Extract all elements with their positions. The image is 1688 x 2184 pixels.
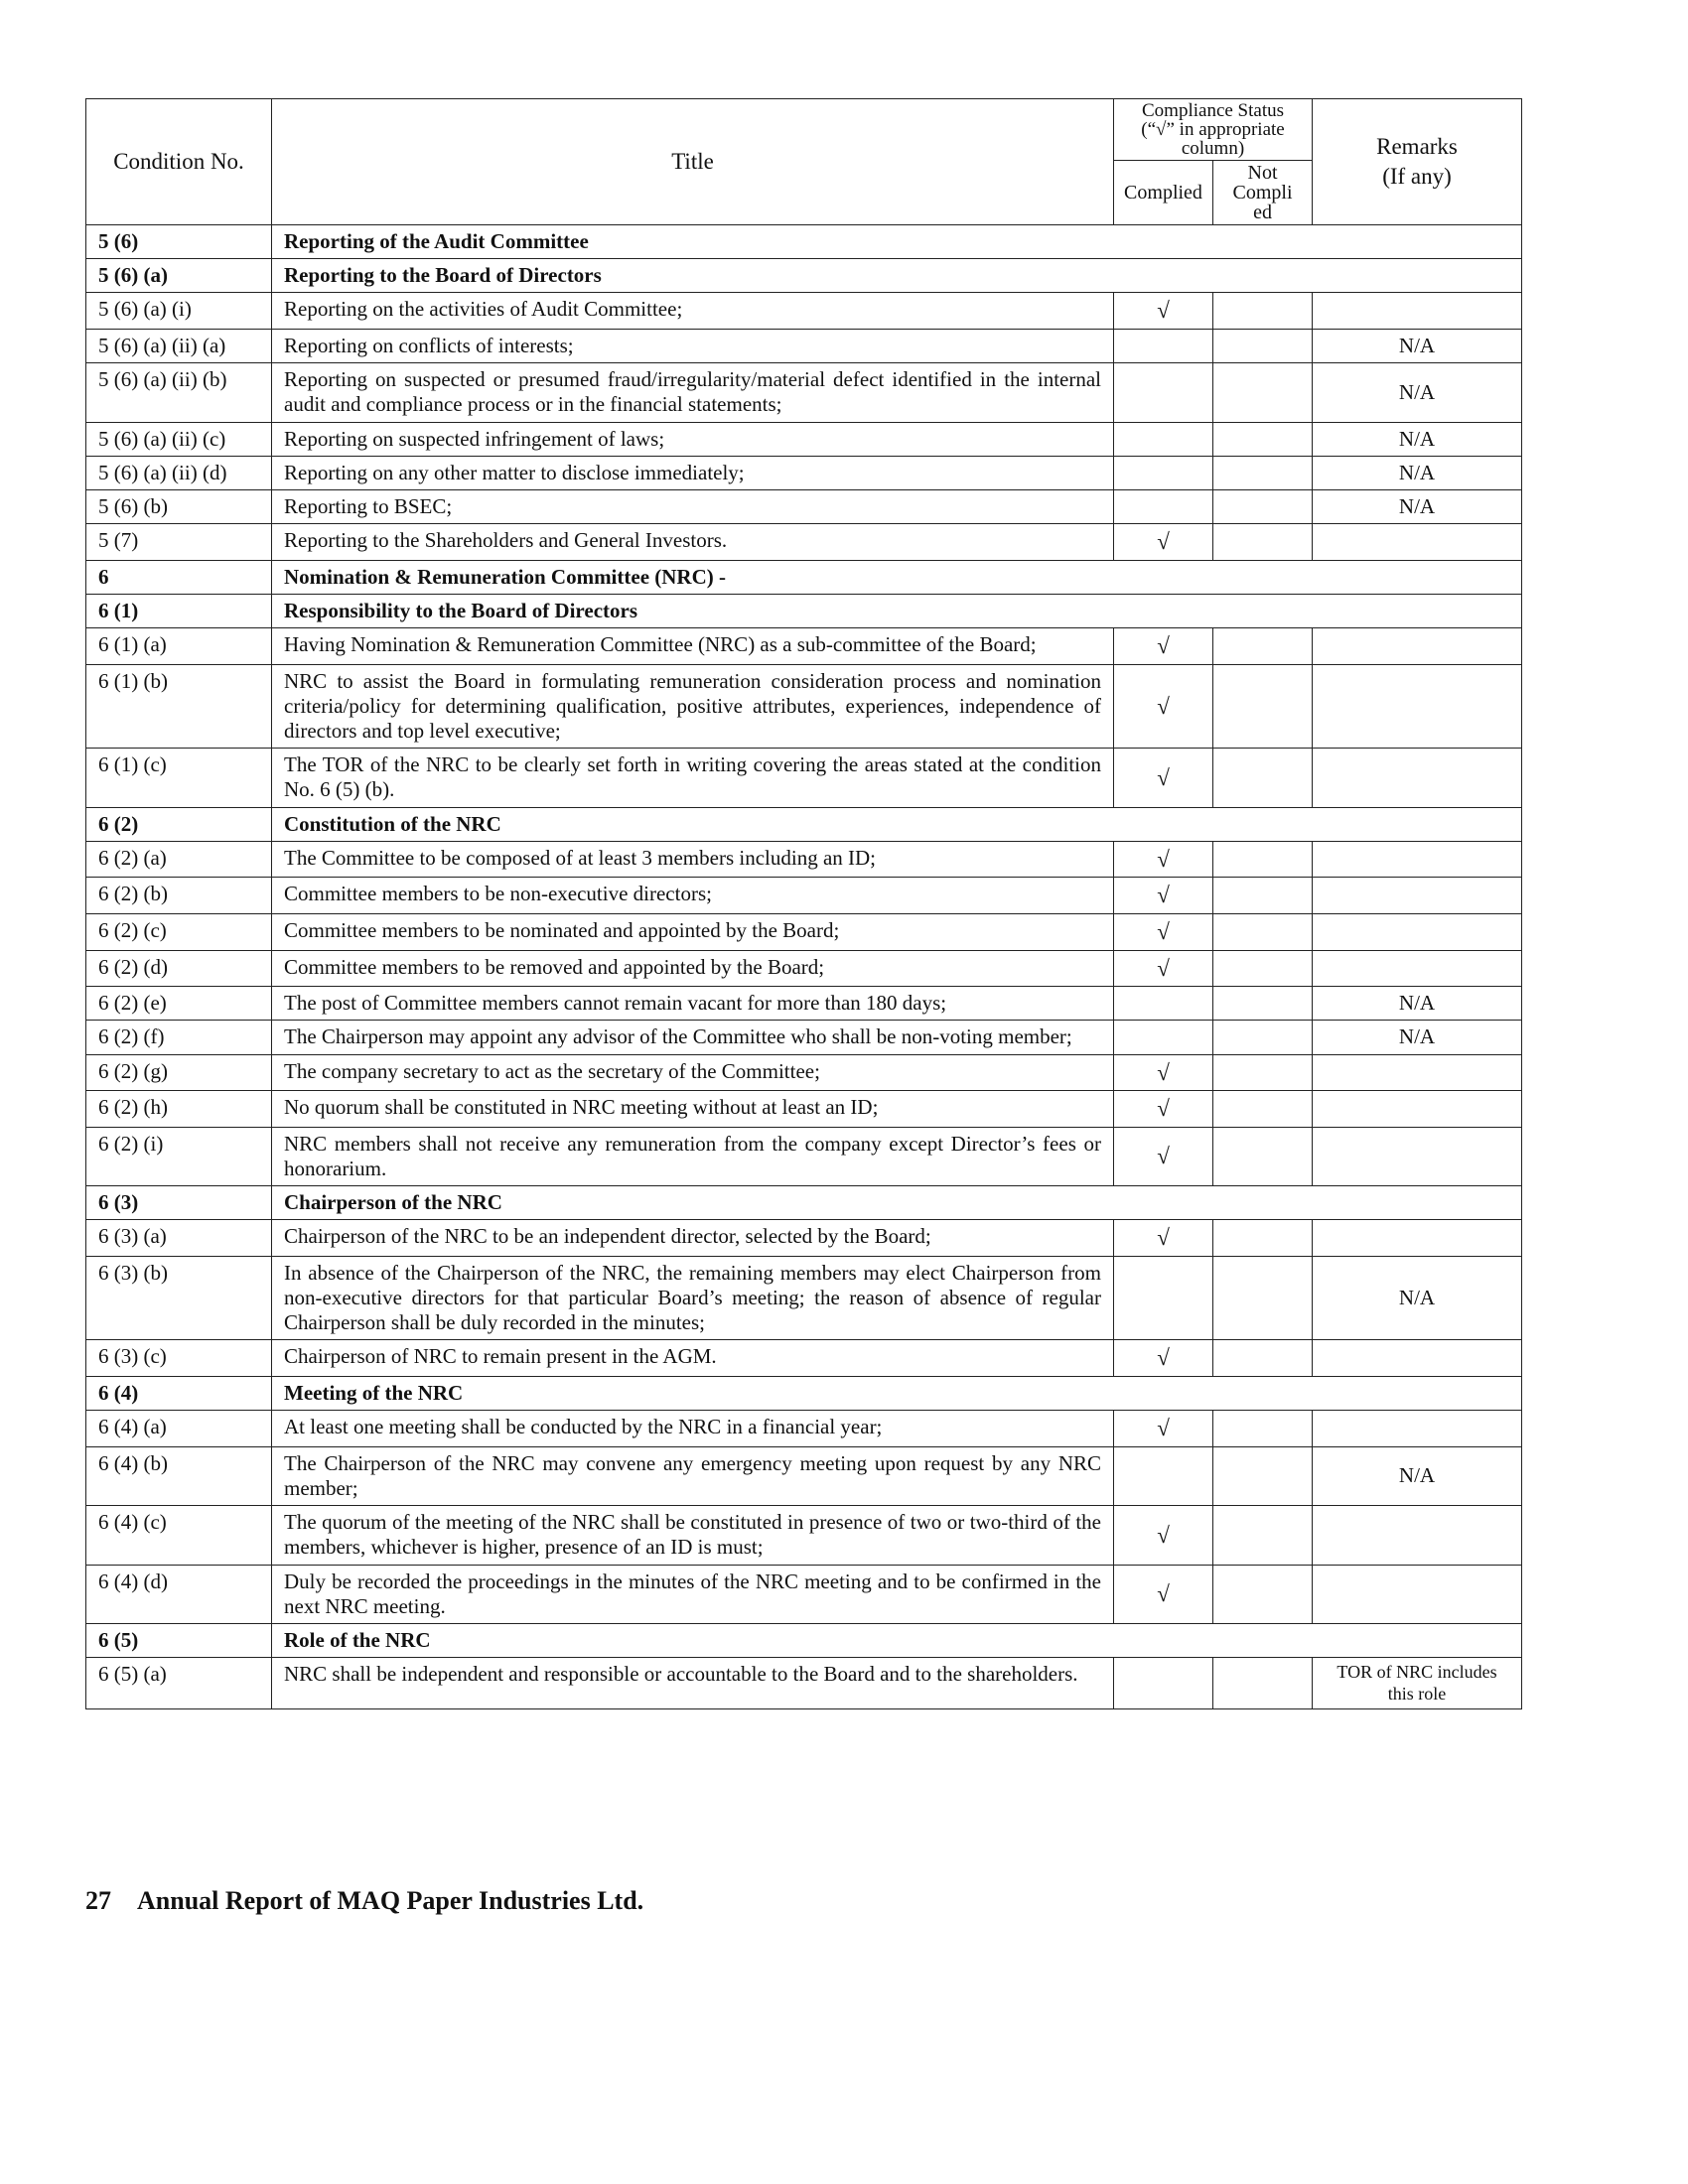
condition-no-cell: 6 <box>86 560 272 594</box>
remarks-cell <box>1313 913 1522 950</box>
header-condition-no: Condition No. <box>86 99 272 225</box>
remarks-cell: N/A <box>1313 1446 1522 1505</box>
section-title-cell: Responsibility to the Board of Directors <box>272 594 1522 627</box>
title-cell: Chairperson of NRC to remain present in the AGM. <box>272 1340 1114 1377</box>
compliance-status-line3: column) <box>1181 138 1245 159</box>
title-cell: Committee members to be non-executive directors; <box>272 878 1114 914</box>
section-title-cell: Role of the NRC <box>272 1623 1522 1657</box>
complied-cell: √ <box>1114 913 1213 950</box>
page-footer <box>85 1886 643 1916</box>
table-body <box>86 225 1522 1709</box>
title-cell: The Committee to be composed of at least 3 members including an ID; <box>272 841 1114 878</box>
remarks-cell: TOR of NRC includes this role <box>1313 1658 1522 1709</box>
not-complied-cell <box>1213 950 1313 987</box>
table-row <box>86 1506 1522 1565</box>
section-row <box>86 807 1522 841</box>
complied-cell <box>1114 489 1213 523</box>
not-complied-cell <box>1213 422 1313 456</box>
not-complied-cell <box>1213 913 1313 950</box>
header-not-complied <box>1213 161 1313 225</box>
title-cell: In absence of the Chairperson of the NRC, the remaining members may elect Chairperson from non-executive directors for that particular Board’s meeting; the reason of absence of regular Chairperson shall be duly recorded in the minutes; <box>272 1256 1114 1340</box>
page-number: 27 <box>85 1886 111 1915</box>
title-cell: The quorum of the meeting of the NRC shall be constituted in presence of two or two-third of the members, whichever is higher, presence of an ID is must; <box>272 1506 1114 1565</box>
not-complied-cell <box>1213 363 1313 422</box>
not-complied-cell <box>1213 489 1313 523</box>
condition-no-cell: 6 (4) (a) <box>86 1411 272 1447</box>
remarks-cell: N/A <box>1313 1256 1522 1340</box>
complied-cell: √ <box>1114 1411 1213 1447</box>
not-complied-cell <box>1213 1220 1313 1257</box>
not-complied-cell <box>1213 1506 1313 1565</box>
remarks-cell <box>1313 1054 1522 1091</box>
title-cell: The post of Committee members cannot remain vacant for more than 180 days; <box>272 987 1114 1021</box>
condition-no-cell: 5 (6) <box>86 225 272 259</box>
remarks-cell <box>1313 950 1522 987</box>
table-row <box>86 1411 1522 1447</box>
condition-no-cell: 6 (2) (i) <box>86 1127 272 1185</box>
table-row <box>86 1220 1522 1257</box>
complied-cell: √ <box>1114 524 1213 561</box>
remarks-cell <box>1313 749 1522 807</box>
not-complied-cell <box>1213 987 1313 1021</box>
section-title-cell: Chairperson of the NRC <box>272 1186 1522 1220</box>
complied-cell <box>1114 1658 1213 1709</box>
not-complied-cell <box>1213 1658 1313 1709</box>
condition-no-cell: 6 (2) (a) <box>86 841 272 878</box>
condition-no-cell: 6 (2) (c) <box>86 913 272 950</box>
remarks-cell <box>1313 1411 1522 1447</box>
condition-no-cell: 6 (4) (b) <box>86 1446 272 1505</box>
not-complied-cell <box>1213 749 1313 807</box>
section-title-cell: Reporting to the Board of Directors <box>272 259 1522 293</box>
title-cell: Having Nomination & Remuneration Committee (NRC) as a sub-committee of the Board; <box>272 628 1114 665</box>
title-cell: The TOR of the NRC to be clearly set forth in writing covering the areas stated at the condition No. 6 (5) (b). <box>272 749 1114 807</box>
table-row <box>86 841 1522 878</box>
table-row <box>86 1021 1522 1054</box>
header-row <box>86 99 1522 161</box>
not-complied-cell <box>1213 456 1313 489</box>
not-complied-cell <box>1213 878 1313 914</box>
not-complied-cell <box>1213 1340 1313 1377</box>
section-row <box>86 1623 1522 1657</box>
table-row <box>86 422 1522 456</box>
condition-no-cell: 6 (1) (a) <box>86 628 272 665</box>
compliance-status-line2: (“√” in appropriate <box>1141 119 1285 140</box>
table-row <box>86 329 1522 362</box>
title-cell: Chairperson of the NRC to be an independent director, selected by the Board; <box>272 1220 1114 1257</box>
complied-cell: √ <box>1114 878 1213 914</box>
remarks-cell <box>1313 1565 1522 1623</box>
not-complied-cell <box>1213 524 1313 561</box>
table-row <box>86 628 1522 665</box>
condition-no-cell: 6 (2) (b) <box>86 878 272 914</box>
condition-no-cell: 6 (2) (h) <box>86 1091 272 1128</box>
title-cell: The Chairperson may appoint any advisor of the Committee who shall be non-voting member; <box>272 1021 1114 1054</box>
condition-no-cell: 5 (6) (a) <box>86 259 272 293</box>
title-cell: Reporting on any other matter to disclose immediately; <box>272 456 1114 489</box>
section-row <box>86 560 1522 594</box>
title-cell: Duly be recorded the proceedings in the minutes of the NRC meeting and to be confirmed in the next NRC meeting. <box>272 1565 1114 1623</box>
remarks-cell: N/A <box>1313 422 1522 456</box>
title-cell: Committee members to be nominated and appointed by the Board; <box>272 913 1114 950</box>
title-cell: Reporting to the Shareholders and General Investors. <box>272 524 1114 561</box>
compliance-status-line1: Compliance Status <box>1142 100 1285 121</box>
section-title-cell: Nomination & Remuneration Committee (NRC) - <box>272 560 1522 594</box>
not-complied-line3: ed <box>1253 202 1272 223</box>
complied-cell: √ <box>1114 1340 1213 1377</box>
complied-cell: √ <box>1114 950 1213 987</box>
condition-no-cell: 5 (6) (a) (i) <box>86 293 272 330</box>
table-row <box>86 987 1522 1021</box>
complied-cell: √ <box>1114 628 1213 665</box>
title-cell: NRC to assist the Board in formulating remuneration consideration process and nomination criteria/policy for determining qualification, positive attributes, experiences, independence of directors and top level executive; <box>272 664 1114 749</box>
remarks-cell: N/A <box>1313 987 1522 1021</box>
table-row <box>86 1256 1522 1340</box>
compliance-table <box>85 98 1522 1709</box>
title-cell: The Chairperson of the NRC may convene any emergency meeting upon request by any NRC member; <box>272 1446 1114 1505</box>
not-complied-cell <box>1213 1565 1313 1623</box>
remarks-line2: (If any) <box>1382 164 1452 189</box>
table-row <box>86 913 1522 950</box>
condition-no-cell: 5 (6) (a) (ii) (d) <box>86 456 272 489</box>
table-row <box>86 524 1522 561</box>
title-cell: Committee members to be removed and appointed by the Board; <box>272 950 1114 987</box>
condition-no-cell: 5 (6) (b) <box>86 489 272 523</box>
remarks-cell <box>1313 878 1522 914</box>
title-cell: Reporting on suspected infringement of laws; <box>272 422 1114 456</box>
not-complied-cell <box>1213 329 1313 362</box>
complied-cell: √ <box>1114 1091 1213 1128</box>
condition-no-cell: 6 (5) (a) <box>86 1658 272 1709</box>
remarks-cell <box>1313 1340 1522 1377</box>
table-row <box>86 878 1522 914</box>
complied-cell: √ <box>1114 664 1213 749</box>
condition-no-cell: 5 (6) (a) (ii) (b) <box>86 363 272 422</box>
table-row <box>86 1658 1522 1709</box>
not-complied-cell <box>1213 1021 1313 1054</box>
remarks-cell: N/A <box>1313 489 1522 523</box>
condition-no-cell: 6 (1) (c) <box>86 749 272 807</box>
table-row <box>86 1054 1522 1091</box>
header-title-label: Title <box>671 149 714 175</box>
condition-no-cell: 5 (7) <box>86 524 272 561</box>
condition-no-cell: 6 (3) <box>86 1186 272 1220</box>
complied-cell <box>1114 1021 1213 1054</box>
condition-no-cell: 6 (3) (b) <box>86 1256 272 1340</box>
condition-no-cell: 6 (1) (b) <box>86 664 272 749</box>
table-row <box>86 293 1522 330</box>
complied-cell <box>1114 456 1213 489</box>
table-row <box>86 1565 1522 1623</box>
complied-cell <box>1114 422 1213 456</box>
not-complied-cell <box>1213 628 1313 665</box>
complied-cell: √ <box>1114 1054 1213 1091</box>
condition-no-cell: 6 (2) (e) <box>86 987 272 1021</box>
table-row <box>86 664 1522 749</box>
condition-no-cell: 6 (2) (g) <box>86 1054 272 1091</box>
complied-cell: √ <box>1114 1506 1213 1565</box>
condition-no-cell: 5 (6) (a) (ii) (c) <box>86 422 272 456</box>
condition-no-cell: 6 (2) (d) <box>86 950 272 987</box>
not-complied-cell <box>1213 664 1313 749</box>
remarks-cell <box>1313 664 1522 749</box>
section-row <box>86 225 1522 259</box>
table-row <box>86 1127 1522 1185</box>
not-complied-cell <box>1213 1054 1313 1091</box>
header-compliance-status <box>1114 99 1313 161</box>
complied-cell <box>1114 987 1213 1021</box>
section-title-cell: Reporting of the Audit Committee <box>272 225 1522 259</box>
table-row <box>86 456 1522 489</box>
remarks-cell <box>1313 1506 1522 1565</box>
title-cell: No quorum shall be constituted in NRC meeting without at least an ID; <box>272 1091 1114 1128</box>
not-complied-cell <box>1213 1411 1313 1447</box>
remarks-cell <box>1313 1091 1522 1128</box>
remarks-line1: Remarks <box>1376 134 1458 160</box>
condition-no-cell: 6 (4) <box>86 1377 272 1411</box>
condition-no-cell: 6 (3) (c) <box>86 1340 272 1377</box>
title-cell: Reporting on the activities of Audit Committee; <box>272 293 1114 330</box>
not-complied-cell <box>1213 1256 1313 1340</box>
remarks-cell <box>1313 524 1522 561</box>
table-row <box>86 1091 1522 1128</box>
remarks-cell: N/A <box>1313 363 1522 422</box>
complied-cell <box>1114 1256 1213 1340</box>
complied-cell: √ <box>1114 293 1213 330</box>
remarks-cell: N/A <box>1313 1021 1522 1054</box>
remarks-cell: N/A <box>1313 329 1522 362</box>
header-title <box>272 99 1114 225</box>
complied-cell <box>1114 363 1213 422</box>
report-title: Annual Report of MAQ Paper Industries Ltd. <box>137 1886 644 1915</box>
condition-no-cell: 6 (4) (d) <box>86 1565 272 1623</box>
complied-cell: √ <box>1114 1220 1213 1257</box>
table-row <box>86 749 1522 807</box>
condition-no-cell: 6 (3) (a) <box>86 1220 272 1257</box>
condition-no-cell: 6 (4) (c) <box>86 1506 272 1565</box>
condition-no-cell: 5 (6) (a) (ii) (a) <box>86 329 272 362</box>
remarks-cell <box>1313 841 1522 878</box>
not-complied-cell <box>1213 293 1313 330</box>
section-row <box>86 259 1522 293</box>
title-cell: At least one meeting shall be conducted by the NRC in a financial year; <box>272 1411 1114 1447</box>
not-complied-cell <box>1213 1091 1313 1128</box>
title-cell: Reporting to BSEC; <box>272 489 1114 523</box>
complied-cell <box>1114 329 1213 362</box>
not-complied-cell <box>1213 1446 1313 1505</box>
complied-cell: √ <box>1114 749 1213 807</box>
section-row <box>86 1186 1522 1220</box>
remarks-cell <box>1313 628 1522 665</box>
title-cell: Reporting on suspected or presumed fraud/irregularity/material defect identified in the internal audit and compliance process or in the financial statements; <box>272 363 1114 422</box>
section-title-cell: Constitution of the NRC <box>272 807 1522 841</box>
remarks-cell <box>1313 1220 1522 1257</box>
header-complied: Complied <box>1114 161 1213 225</box>
complied-cell: √ <box>1114 841 1213 878</box>
not-complied-line1: Not <box>1247 162 1278 184</box>
title-cell: NRC shall be independent and responsible or accountable to the Board and to the shareholders. <box>272 1658 1114 1709</box>
not-complied-line2: Compli <box>1232 182 1293 204</box>
table-row <box>86 489 1522 523</box>
remarks-cell <box>1313 293 1522 330</box>
complied-cell <box>1114 1446 1213 1505</box>
table-header <box>86 99 1522 225</box>
remarks-cell <box>1313 1127 1522 1185</box>
title-cell: Reporting on conflicts of interests; <box>272 329 1114 362</box>
table-row <box>86 1340 1522 1377</box>
title-cell: The company secretary to act as the secretary of the Committee; <box>272 1054 1114 1091</box>
condition-no-cell: 6 (5) <box>86 1623 272 1657</box>
condition-no-cell: 6 (2) <box>86 807 272 841</box>
complied-cell: √ <box>1114 1565 1213 1623</box>
section-row <box>86 594 1522 627</box>
condition-no-cell: 6 (1) <box>86 594 272 627</box>
header-remarks <box>1313 99 1522 225</box>
not-complied-cell <box>1213 1127 1313 1185</box>
table-row <box>86 950 1522 987</box>
section-title-cell: Meeting of the NRC <box>272 1377 1522 1411</box>
complied-cell: √ <box>1114 1127 1213 1185</box>
section-row <box>86 1377 1522 1411</box>
not-complied-cell <box>1213 841 1313 878</box>
remarks-cell: N/A <box>1313 456 1522 489</box>
table-row <box>86 363 1522 422</box>
title-cell: NRC members shall not receive any remuneration from the company except Director’s fees or honorarium. <box>272 1127 1114 1185</box>
table-row <box>86 1446 1522 1505</box>
condition-no-cell: 6 (2) (f) <box>86 1021 272 1054</box>
